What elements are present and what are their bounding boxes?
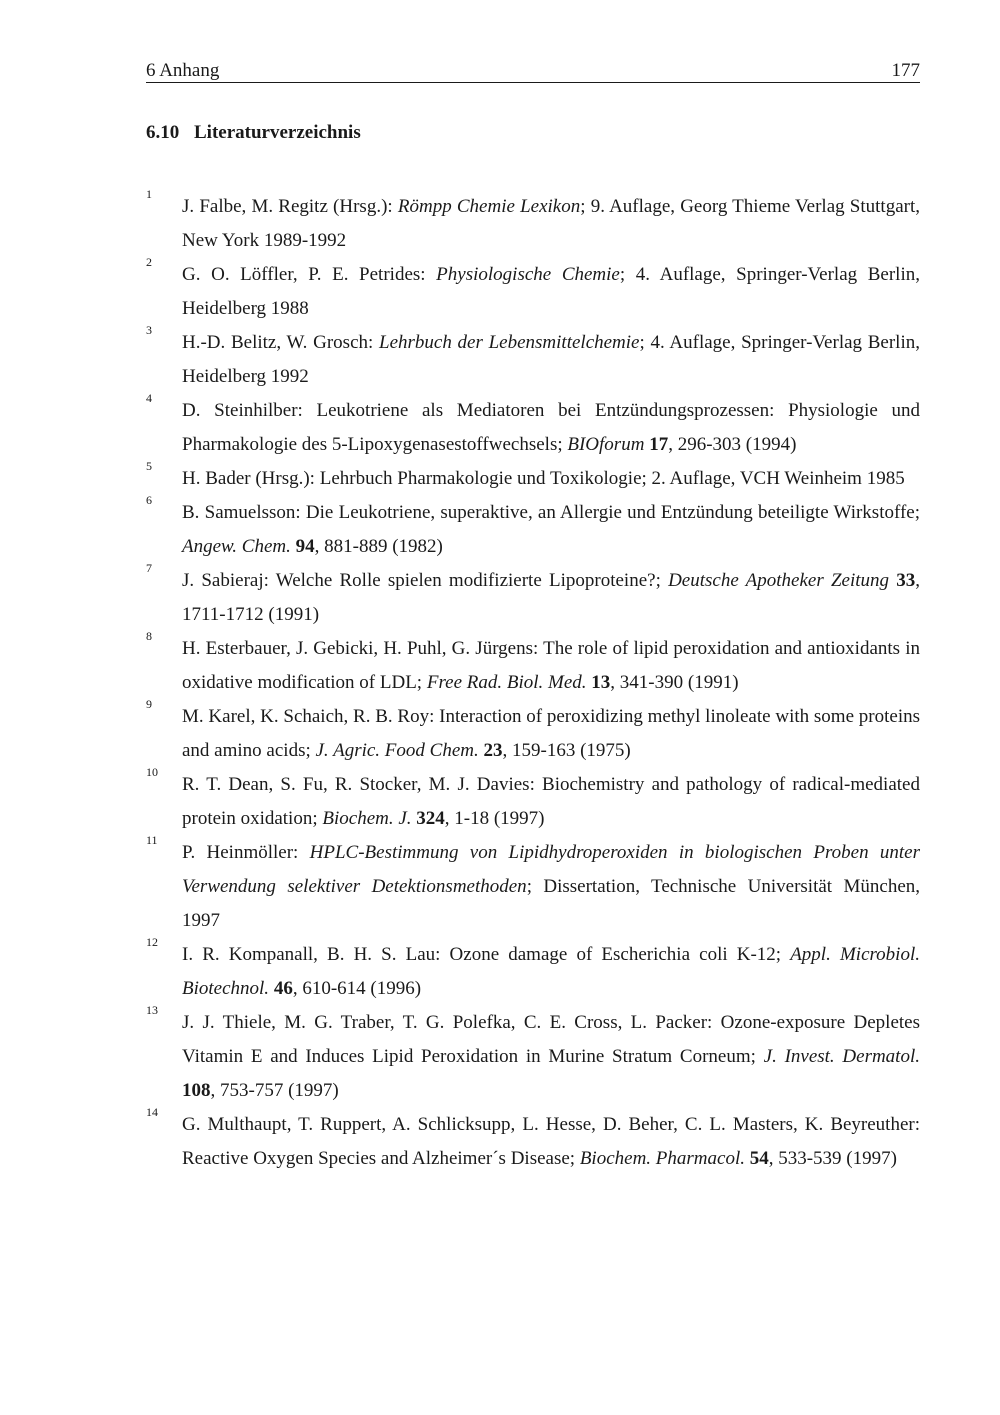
reference-title: Angew. Chem. [182, 536, 291, 557]
reference-title: J. Agric. Food Chem. [315, 740, 479, 761]
reference-details: ; 4. Auflage, Springer-Verlag Berlin, Heidelberg 1988 [182, 264, 920, 319]
reference-pages: , 753-757 (1997) [210, 1080, 339, 1101]
reference-number: 6 [146, 493, 152, 507]
reference-details: ; 4. Auflage, Springer-Verlag Berlin, Heidelberg 1992 [182, 332, 920, 387]
reference-list [146, 187, 921, 1176]
reference-volume: 23 [483, 740, 503, 761]
reference-pages: , 341-390 (1991) [610, 672, 739, 693]
reference-authors: J. Falbe, M. Regitz (Hrsg.): [182, 196, 398, 217]
section-number: 6.10 [146, 122, 180, 143]
reference-number: 10 [146, 765, 158, 779]
reference-volume: 13 [591, 672, 611, 693]
reference-volume: 94 [295, 536, 315, 557]
reference-details: ; Dissertation, Technische Universität München, 1997 [182, 876, 920, 931]
reference-authors: G. Multhaupt, T. Ruppert, A. Schlicksupp, L. Hesse, D. Beher, C. L. Masters, K. Beyreuther: Reactive Oxygen Species and Alzheimer´s Disease; [182, 1114, 920, 1169]
reference-item [146, 323, 920, 394]
running-header [146, 60, 920, 83]
reference-number: 13 [146, 1003, 158, 1017]
chapter-label: 6 Anhang [146, 60, 220, 81]
reference-title: Appl. Microbiol. Biotechnol. [182, 944, 920, 999]
reference-number: 4 [146, 391, 152, 405]
reference-authors: H. Bader (Hrsg.): Lehrbuch Pharmakologie und Toxikologie; 2. Auflage, VCH Weinheim 1985 [182, 468, 905, 489]
reference-pages: , 533-539 (1997) [768, 1148, 897, 1169]
reference-title: BIOforum [567, 434, 645, 455]
reference-authors: B. Samuelsson: Die Leukotriene, superaktive, an Allergie und Entzündung beteiligte Wirkstoffe; [182, 502, 920, 523]
reference-number: 11 [146, 833, 158, 847]
reference-item [146, 255, 920, 326]
reference-number: 7 [146, 561, 152, 575]
reference-title: HPLC-Bestimmung von Lipidhydroperoxiden in biologischen Proben unter Verwendung selektiver Detektionsmethoden [182, 842, 920, 897]
reference-volume: 108 [182, 1080, 211, 1101]
reference-item [146, 765, 920, 836]
reference-item [146, 833, 920, 938]
reference-title: Lehrbuch der Lebensmittelchemie [379, 332, 640, 353]
reference-item [146, 1105, 920, 1176]
reference-authors: M. Karel, K. Schaich, R. B. Roy: Interaction of peroxidizing methyl linoleate with some proteins and amino acids; [182, 706, 920, 761]
reference-authors: J. Sabieraj: Welche Rolle spielen modifizierte Lipoproteine?; [182, 570, 669, 591]
reference-number: 9 [146, 697, 152, 711]
reference-item [146, 629, 920, 700]
reference-volume: 17 [649, 434, 669, 455]
reference-title: J. Invest. Dermatol. [763, 1046, 920, 1067]
reference-number: 8 [146, 629, 152, 643]
reference-item [146, 459, 920, 496]
reference-authors: D. Steinhilber: Leukotriene als Mediatoren bei Entzündungsprozessen: Physiologie und Pharmakologie des 5-Lipoxygenasestoffwechsels; [182, 400, 920, 455]
reference-authors: H.-D. Belitz, W. Grosch: [182, 332, 380, 353]
reference-pages: , 159-163 (1975) [502, 740, 631, 761]
reference-item [146, 391, 920, 462]
reference-authors: R. T. Dean, S. Fu, R. Stocker, M. J. Davies: Biochemistry and pathology of radical-mediated protein oxidation; [182, 774, 920, 829]
reference-title: Römpp Chemie Lexikon [397, 196, 581, 217]
reference-pages: , 296-303 (1994) [668, 434, 797, 455]
reference-item [146, 697, 920, 768]
reference-pages: , 1-18 (1997) [444, 808, 545, 829]
section-title: Literaturverzeichnis [194, 122, 361, 143]
reference-volume: 33 [896, 570, 916, 591]
reference-pages: , 610-614 (1996) [292, 978, 422, 999]
reference-authors: H. Esterbauer, J. Gebicki, H. Puhl, G. Jürgens: The role of lipid peroxidation and antioxidants in oxidative modification of LDL; [182, 638, 920, 693]
reference-title: Biochem. Pharmacol. [579, 1148, 745, 1169]
reference-number: 12 [146, 935, 158, 949]
reference-authors: J. J. Thiele, M. G. Traber, T. G. Polefka, C. E. Cross, L. Packer: Ozone-exposure Depletes Vitamin E and Induces Lipid Peroxidation in Murine Stratum Corneum; [182, 1012, 920, 1067]
reference-number: 3 [146, 323, 152, 337]
page-number: 177 [891, 60, 920, 81]
reference-authors: G. O. Löffler, P. E. Petrides: [182, 264, 437, 285]
reference-authors: I. R. Kompanall, B. H. S. Lau: Ozone damage of Escherichia coli K-12; [182, 944, 791, 965]
reference-volume: 324 [416, 808, 445, 829]
reference-volume: 46 [273, 978, 293, 999]
reference-title: Physiologische Chemie [436, 264, 620, 285]
reference-pages: , 1711-1712 (1991) [182, 570, 920, 625]
reference-title: Biochem. J. [322, 808, 412, 829]
reference-number: 5 [146, 459, 152, 473]
reference-title: Free Rad. Biol. Med. [426, 672, 587, 693]
reference-pages: , 881-889 (1982) [314, 536, 443, 557]
reference-volume: 54 [749, 1148, 769, 1169]
reference-number: 1 [146, 187, 152, 201]
section-heading [146, 120, 361, 146]
reference-item [146, 1003, 920, 1108]
reference-details: ; 9. Auflage, Georg Thieme Verlag Stuttgart, New York 1989-1992 [182, 196, 921, 251]
reference-item [146, 561, 920, 632]
reference-number: 2 [146, 255, 152, 269]
reference-item [146, 493, 920, 564]
reference-authors: P. Heinmöller: [182, 842, 310, 863]
reference-item [146, 187, 921, 258]
reference-item [146, 935, 920, 1006]
reference-title: Deutsche Apotheker Zeitung [668, 570, 890, 591]
reference-number: 14 [146, 1105, 158, 1119]
